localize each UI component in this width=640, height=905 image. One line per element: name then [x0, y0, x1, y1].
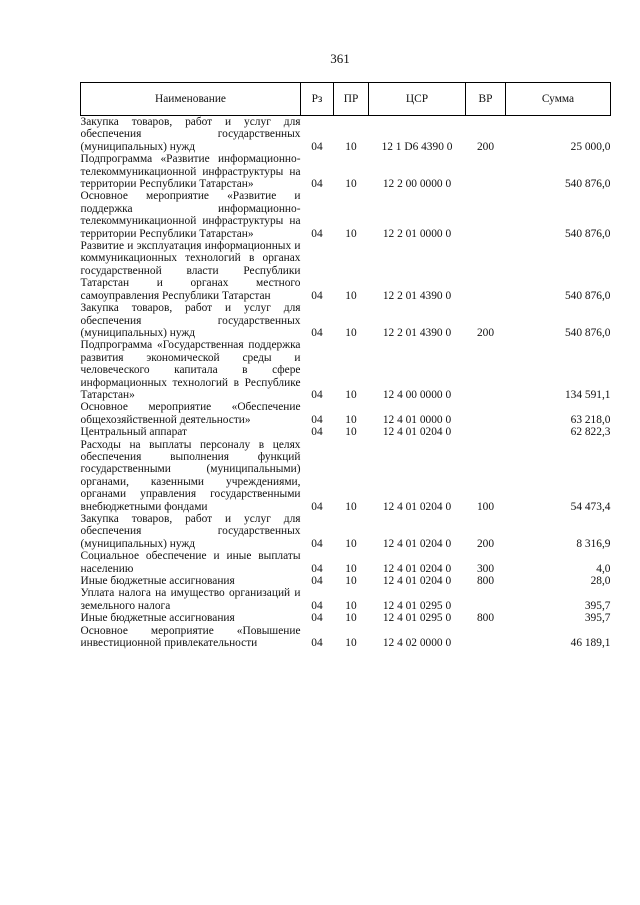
cell-sum: 540 876,0 — [564, 178, 611, 191]
cell-rz: 04 — [311, 537, 323, 550]
cell-name: Расходы на выплаты персоналу в целях обеспечения выполнения функций государственными (муниципальными) органами, казенными учреждениями, органами управления государственными внебюджетными фондами — [80, 438, 301, 513]
cell-sum: 540 876,0 — [564, 326, 611, 339]
cell-name: Основное мероприятие «Повышение инвестиционной привлекательности — [80, 624, 301, 650]
header-name: Наименование — [81, 83, 301, 116]
cell-sum: 395,7 — [584, 612, 611, 625]
cell-rz: 04 — [311, 178, 323, 191]
cell-rz: 04 — [311, 599, 323, 612]
table-row — [81, 190, 611, 240]
cell-csr: 12 4 01 0204 0 — [382, 562, 452, 575]
cell-csr: 12 4 01 0204 0 — [382, 500, 452, 513]
header-vr: ВР — [466, 83, 506, 116]
cell-rz: 04 — [311, 388, 323, 401]
cell-csr: 12 4 00 0000 0 — [382, 388, 452, 401]
cell-rz: 04 — [311, 612, 323, 625]
cell-vr: 100 — [476, 500, 495, 513]
cell-name: Закупка товаров, работ и услуг для обеспечения государственных (муниципальных) нужд — [80, 302, 301, 339]
cell-name: Основное мероприятие «Развитие и поддержка информационно-телекоммуникационной инфраструктуры на территории Республики Татарстан» — [80, 190, 301, 240]
cell-csr: 12 4 01 0204 0 — [382, 426, 452, 439]
cell-name: Основное мероприятие «Обеспечение общехозяйственной деятельности» — [80, 401, 301, 426]
cell-pr: 10 — [345, 562, 357, 575]
cell-name: Уплата налога на имущество организаций и земельного налога — [80, 587, 301, 612]
cell-vr — [466, 240, 506, 302]
cell-csr: 12 4 01 0295 0 — [382, 599, 452, 612]
header-csr: ЦСР — [369, 83, 466, 116]
cell-vr — [466, 625, 506, 650]
cell-rz: 04 — [311, 227, 323, 240]
cell-rz: 04 — [311, 637, 323, 650]
cell-rz: 04 — [311, 413, 323, 426]
cell-rz: 04 — [311, 140, 323, 153]
cell-pr: 10 — [345, 426, 357, 439]
cell-csr: 12 4 02 0000 0 — [382, 637, 452, 650]
table-row — [81, 401, 611, 426]
cell-pr: 10 — [345, 178, 357, 191]
cell-pr: 10 — [345, 289, 357, 302]
cell-csr: 12 4 01 0000 0 — [382, 413, 452, 426]
cell-name: Иные бюджетные ассигнования — [80, 575, 235, 588]
cell-csr: 12 2 01 4390 0 — [382, 326, 452, 339]
cell-name: Центральный аппарат — [80, 426, 188, 439]
cell-pr: 10 — [345, 326, 357, 339]
cell-csr: 12 2 01 4390 0 — [382, 289, 452, 302]
cell-pr: 10 — [345, 537, 357, 550]
cell-sum: 4,0 — [596, 562, 611, 575]
table-row — [81, 153, 611, 190]
cell-sum: 25 000,0 — [570, 140, 611, 153]
cell-rz: 04 — [311, 500, 323, 513]
table-row — [81, 302, 611, 339]
cell-vr: 300 — [476, 562, 495, 575]
budget-table — [80, 82, 611, 649]
table-row — [81, 116, 611, 154]
cell-vr — [466, 587, 506, 612]
cell-vr — [466, 401, 506, 426]
cell-pr: 10 — [345, 227, 357, 240]
cell-pr: 10 — [345, 637, 357, 650]
cell-pr: 10 — [345, 575, 357, 588]
cell-pr: 10 — [345, 500, 357, 513]
cell-sum: 63 218,0 — [570, 413, 611, 426]
cell-sum: 46 189,1 — [570, 637, 611, 650]
cell-name: Развитие и эксплуатация информационных и коммуникационных технологий в органах государственной власти Республики Татарстан и органах местного самоуправления Республики Татарстан — [80, 240, 301, 302]
cell-csr: 12 4 01 0204 0 — [382, 575, 452, 588]
header-row — [81, 83, 611, 116]
cell-pr: 10 — [345, 388, 357, 401]
cell-sum: 8 316,9 — [576, 537, 611, 550]
table-row — [81, 339, 611, 401]
cell-rz: 04 — [311, 562, 323, 575]
cell-vr — [466, 426, 506, 438]
cell-csr: 12 4 01 0204 0 — [382, 537, 452, 550]
cell-vr: 800 — [476, 612, 495, 625]
cell-rz: 04 — [311, 426, 323, 439]
cell-rz: 04 — [311, 326, 323, 339]
cell-vr: 800 — [476, 575, 495, 588]
table-row — [81, 439, 611, 513]
cell-sum: 540 876,0 — [564, 289, 611, 302]
cell-name: Подпрограмма «Развитие информационно-телекоммуникационной инфраструктуры на территории Республики Татарстан» — [80, 153, 301, 191]
cell-sum: 62 822,3 — [570, 426, 611, 439]
cell-vr: 200 — [476, 537, 495, 550]
cell-vr — [466, 339, 506, 401]
header-sum: Сумма — [506, 83, 611, 116]
table-body — [81, 116, 611, 650]
cell-name: Подпрограмма «Государственная поддержка развития экономической среды и человеческого капитала в сфере информационных технологий в Республике Татарстан» — [80, 339, 301, 401]
table-row — [81, 513, 611, 550]
cell-sum: 54 473,4 — [570, 500, 611, 513]
cell-name: Иные бюджетные ассигнования — [80, 612, 235, 625]
cell-csr: 12 2 01 0000 0 — [382, 227, 452, 240]
cell-pr: 10 — [345, 599, 357, 612]
cell-pr: 10 — [345, 140, 357, 153]
cell-csr: 12 1 D6 4390 0 — [381, 140, 453, 153]
cell-name: Социальное обеспечение и иные выплаты населению — [80, 550, 301, 575]
table-row — [81, 587, 611, 612]
table-row — [81, 575, 611, 587]
cell-sum: 28,0 — [590, 575, 611, 588]
cell-rz: 04 — [311, 289, 323, 302]
cell-rz: 04 — [311, 575, 323, 588]
table-row — [81, 426, 611, 438]
cell-vr — [466, 190, 506, 240]
cell-vr — [466, 153, 506, 190]
cell-pr: 10 — [345, 612, 357, 625]
table-row — [81, 625, 611, 650]
table-row — [81, 240, 611, 302]
cell-vr: 200 — [476, 140, 495, 153]
header-pr: ПР — [334, 83, 369, 116]
page-number: 361 — [330, 51, 350, 66]
cell-sum: 540 876,0 — [564, 227, 611, 240]
cell-pr: 10 — [345, 413, 357, 426]
cell-name: Закупка товаров, работ и услуг для обеспечения государственных (муниципальных) нужд — [80, 513, 301, 550]
cell-csr: 12 2 00 0000 0 — [382, 178, 452, 191]
cell-sum: 395,7 — [584, 599, 611, 612]
cell-vr: 200 — [476, 326, 495, 339]
cell-sum: 134 591,1 — [564, 388, 611, 401]
table-row — [81, 612, 611, 624]
header-rz: Рз — [301, 83, 334, 116]
cell-name: Закупка товаров, работ и услуг для обеспечения государственных (муниципальных) нужд — [80, 116, 301, 153]
table-row — [81, 550, 611, 575]
cell-csr: 12 4 01 0295 0 — [382, 612, 452, 625]
table-header — [81, 83, 611, 116]
